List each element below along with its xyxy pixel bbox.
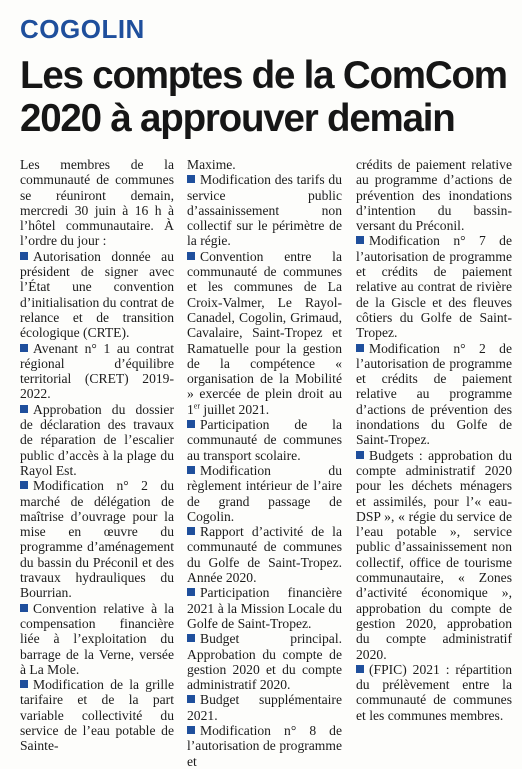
list-item: Modification de la grille tarifaire et de la part variable collectivité du service de l’eau potable de Sainte- [20, 677, 174, 754]
list-item: Autorisation donnée au président de signer avec l’État une convention d’initialisation du contrat de relance et de transition écologique (CRTE). [20, 248, 174, 341]
bullet-square-icon [187, 466, 195, 474]
column-2 [187, 157, 342, 769]
bullet-square-icon [187, 252, 195, 260]
list-item: Modification n° 7 de l’autorisation de programme et crédits de paiement relative au contrat de rivière de la Giscle et des fleuves côtiers du Golfe de Saint-Tropez. [356, 233, 512, 341]
superscript: er [193, 401, 201, 411]
list-item: Modification n° 2 du marché de délégation de maîtrise d’ouvrage pour la mise en œuvre du programme d’aménagement du bassin du Préconil et des travaux hydrauliques du Bourrian. [20, 478, 174, 601]
bullet-square-icon [20, 344, 28, 352]
bullet-square-icon [20, 680, 28, 688]
list-item: Budget principal. Approbation du compte de gestion 2020 et du compte administratif 2020. [187, 631, 342, 693]
bullet-square-icon [187, 527, 195, 535]
list-item: Rapport d’activité de la communauté de communes du Golfe de Saint-Tropez. Année 2020. [187, 524, 342, 586]
bullet-square-icon [20, 604, 28, 612]
intro-paragraph: Les membres de la communauté de communes se réuniront demain, mercredi 30 juin à 16 h à l’hôtel communautaire. À l’ordre du jour : [20, 157, 174, 249]
bullet-square-icon [356, 451, 364, 459]
bullet-square-icon [187, 588, 195, 596]
list-item: Approbation du dossier de déclaration des travaux de réparation de l’escalier public d’accès à la plage du Rayol Est. [20, 401, 174, 478]
column-3 [356, 157, 512, 723]
list-item: Avenant n° 1 au contrat régional d’équilibre territorial (CRET) 2019-2022. [20, 340, 174, 402]
bullet-square-icon [187, 175, 195, 183]
list-item: Budget supplémentaire 2021. [187, 692, 342, 723]
article-headline: Les comptes de la ComCom 2020 à approuver demain [20, 54, 507, 140]
list-item: (FPIC) 2021 : répartition du prélèvement entre la communauté de communes et les communes membres. [356, 661, 512, 723]
list-item: Convention entre la communauté de communes et les communes de La Croix-Valmer, Le Rayol-Canadel, Cogolin, Grimaud, Cavalaire, Saint-Tropez et Ramatuelle pour la gestion de la compétence « organisation de la Mobilité » exercée de plein droit au 1er juillet 2021. [187, 248, 342, 417]
list-item: Participation financière 2021 à la Mission Locale du Golfe de Saint-Tropez. [187, 585, 342, 631]
list-item: Participation de la communauté de communes au transport scolaire. [187, 417, 342, 463]
column-1 [20, 157, 174, 754]
bullet-square-icon [20, 252, 28, 260]
bullet-square-icon [187, 726, 195, 734]
continuation-text: Maxime. [187, 157, 236, 172]
continuation-text: crédits de paiement relative au programme d’actions de prévention des inondations d’intention du bassin-versant du Préconil. [356, 157, 512, 234]
list-item: Modification n° 8 de l’autorisation de programme et [187, 722, 342, 769]
section-kicker: COGOLIN [20, 14, 145, 44]
list-item: Modification des tarifs du service public d’assainissement non collectif sur le périmètre de la régie. [187, 172, 342, 249]
bullet-square-icon [356, 344, 364, 352]
bullet-square-icon [187, 695, 195, 703]
list-item: Modification du règlement intérieur de l’aire de grand passage de Cogolin. [187, 462, 342, 524]
list-item: Convention relative à la compensation financière liée à l’exploitation du barrage de la Verne, versée à La Mole. [20, 600, 174, 677]
bullet-square-icon [187, 420, 195, 428]
bullet-square-icon [20, 405, 28, 413]
bullet-square-icon [187, 634, 195, 642]
bullet-square-icon [356, 236, 364, 244]
list-item: Modification n° 2 de l’autorisation de programme et crédits de paiement relative au programme d’actions de prévention des inondations du Golfe de Saint-Tropez. [356, 340, 512, 448]
list-item: Budgets : approbation du compte administratif 2020 pour les déchets ménagers et assimilés, pour l’« eau-DSP », « régie du service de l’eau potable », service public d’assainissement non collectif, office de tourisme communautaire, « Zones d’activité économique », approbation du compte de gestion 2020, approbation du compte administratif 2020. [356, 447, 512, 662]
bullet-square-icon [20, 481, 28, 489]
bullet-square-icon [356, 665, 364, 673]
